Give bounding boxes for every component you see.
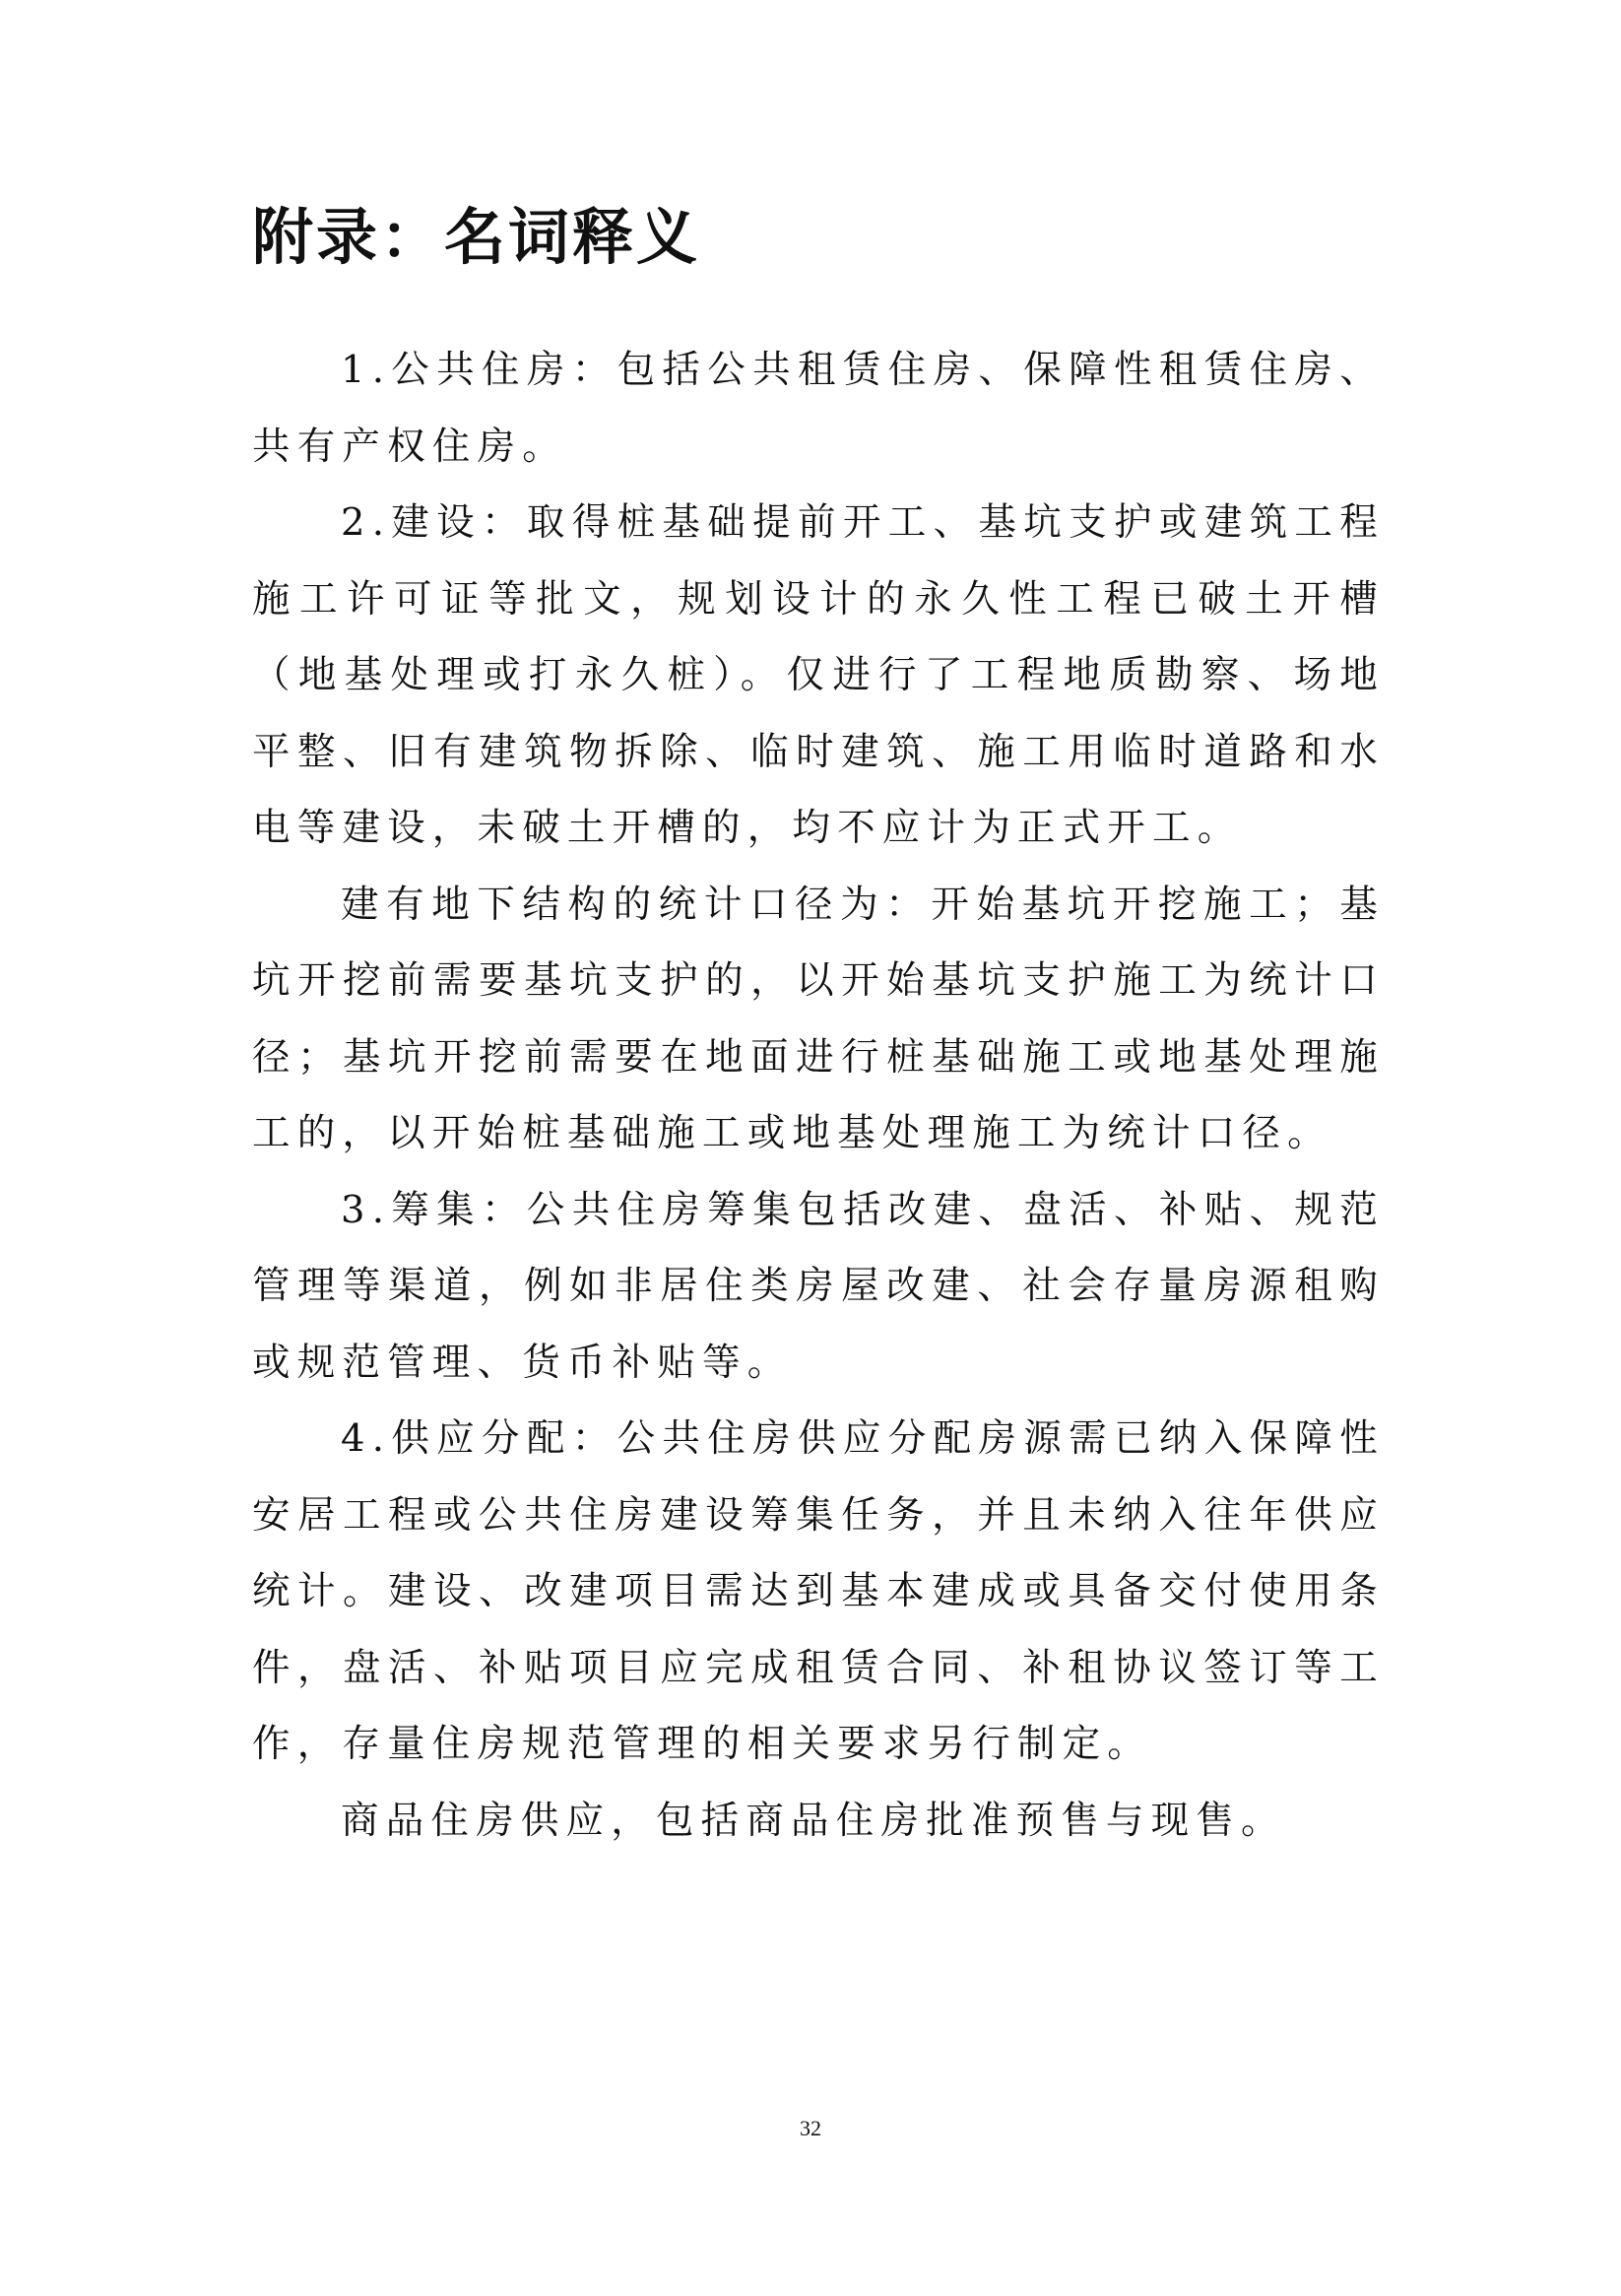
appendix-heading: 附录：名词释义 <box>252 201 701 273</box>
page-number: 32 <box>800 2116 821 2140</box>
glossary-item-raising: 3.筹集：公共住房筹集包括改建、盘活、补贴、规范管理等渠道，例如非居住类房屋改建、社会存量房源租购或规范管理、货币补贴等。 <box>252 1187 1385 1385</box>
glossary-item-supply-allocation: 4.供应分配：公共住房供应分配房源需已纳入保障性安居工程或公共住房建设筹集任务，并且未纳入往年供应统计。建设、改建项目需达到基本建成或具备交付使用条件，盘活、补贴项目应完成租赁合同、补租协议签订等工作，存量住房规范管理的相关要求另行制定。 <box>252 1416 1385 1766</box>
glossary-body <box>252 332 1385 1859</box>
glossary-item-underground-structure: 建有地下结构的统计口径为：开始基坑开挖施工；基坑开挖前需要基坑支护的，以开始基坑支护施工为统计口径；基坑开挖前需要在地面进行桩基础施工或地基处理施工的，以开始桩基础施工或地基处理施工为统计口径。 <box>252 882 1385 1155</box>
glossary-item-construction: 2.建设：取得桩基础提前开工、基坑支护或建筑工程施工许可证等批文，规划设计的永久性工程已破土开槽（地基处理或打永久桩）。仅进行了工程地质勘察、场地平整、旧有建筑物拆除、临时建筑、施工用临时道路和水电等建设，未破土开槽的，均不应计为正式开工。 <box>252 500 1385 850</box>
glossary-item-public-housing: 1.公共住房：包括公共租赁住房、保障性租赁住房、共有产权住房。 <box>252 348 1385 469</box>
glossary-item-commercial-housing: 商品住房供应，包括商品住房批准预售与现售。 <box>341 1798 1286 1843</box>
